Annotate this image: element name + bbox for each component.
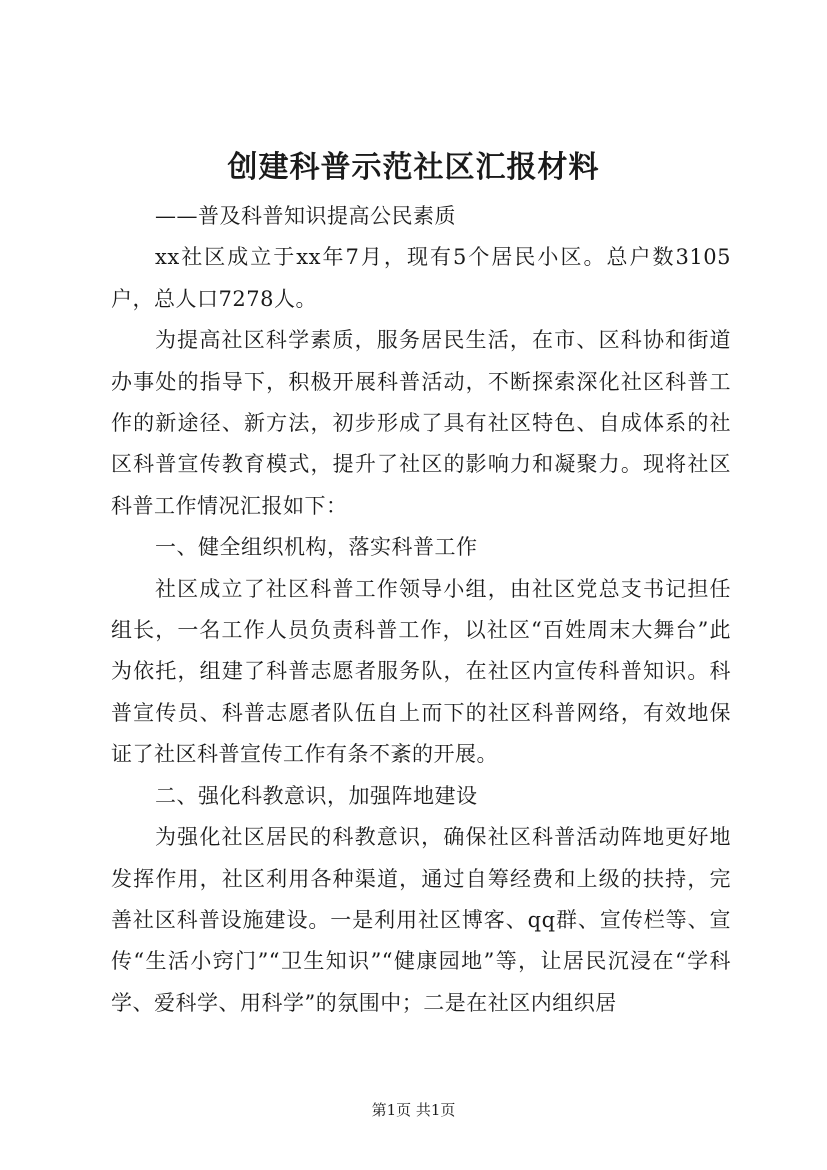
paragraph: xx社区成立于xx年7月，现有5个居民小区。总户数3105户，总人口7278人。	[111, 245, 731, 311]
document-subtitle: ——普及科普知识提高公民素质	[155, 204, 456, 228]
section-heading: 二、强化科教意识，加强阵地建设	[155, 783, 478, 808]
paragraph: 社区成立了社区科普工作领导小组，由社区党总支书记担任组长，一名工作人员负责科普工作，以社区“百姓周末大舞台”此为依托，组建了科普志愿者服务队，在社区内宣传科普知识。科普宣传员、科普志愿者队伍自上而下的社区科普网络，有效地保证了社区科普宣传工作有条不紊的开展。	[111, 576, 731, 767]
section-heading: 一、健全组织机构，落实科普工作	[155, 535, 478, 560]
document-body	[111, 196, 731, 1024]
document-title: 创建科普示范社区汇报材料	[227, 150, 600, 185]
page-number: 第1页 共1页	[371, 1101, 456, 1119]
paragraph: 为提高社区科学素质，服务居民生活，在市、区科协和街道办事处的指导下，积极开展科普活动，不断探索深化社区科普工作的新途径、新方法，初步形成了具有社区特色、自成体系的社区科普宣传教育模式，提升了社区的影响力和凝聚力。现将社区科普工作情况汇报如下：	[111, 328, 731, 518]
paragraph: 为强化社区居民的科教意识，确保社区科普活动阵地更好地发挥作用，社区利用各种渠道，通过自筹经费和上级的扶持，完善社区科普设施建设。一是利用社区博客、qq群、宣传栏等、宣传“生活小窍门”“卫生知识”“健康园地”等，让居民沉浸在“学科学、爱科学、用科学”的氛围中；二是在社区内组织居	[111, 825, 731, 1015]
